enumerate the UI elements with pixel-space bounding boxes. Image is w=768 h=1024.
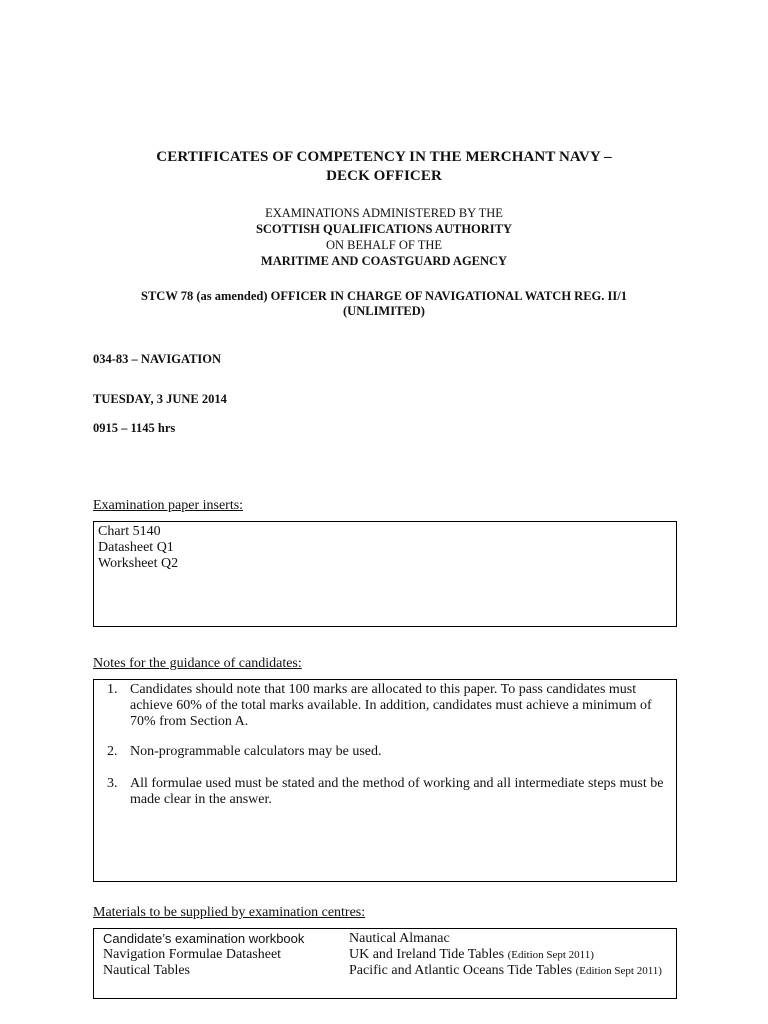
authority-line-2: SCOTTISH QUALIFICATIONS AUTHORITY xyxy=(255,222,513,236)
material-item: Nautical Tables xyxy=(103,963,191,978)
material-item: Navigation Formulae Datasheet xyxy=(103,947,282,962)
authority-line-3: ON BEHALF OF THE xyxy=(325,238,443,252)
materials-label: Materials to be supplied by examination centres: xyxy=(93,905,366,920)
note-line: Candidates should note that 100 marks are allocated to this paper. To pass candidates must xyxy=(130,682,637,697)
note-line: Non-programmable calculators may be used. xyxy=(130,744,382,759)
notes-label: Notes for the guidance of candidates: xyxy=(93,656,302,671)
note-text xyxy=(130,744,673,760)
insert-item: Chart 5140 xyxy=(98,524,161,539)
note-line: All formulae used must be stated and the method of working and all intermediate steps must be xyxy=(130,776,664,791)
paper-code: 034-83 – NAVIGATION xyxy=(93,352,222,366)
page-title xyxy=(0,148,768,186)
material-name: Pacific and Atlantic Oceans Tide Tables xyxy=(349,963,573,978)
title-line-2: DECK OFFICER xyxy=(326,168,442,184)
material-item xyxy=(349,963,662,979)
note-number: 1. xyxy=(107,682,118,697)
title-line-1: CERTIFICATES OF COMPETENCY IN THE MERCHANT NAVY – xyxy=(156,149,612,165)
materials-row xyxy=(103,947,676,963)
edition-note: (Edition Sept 2011) xyxy=(507,949,594,961)
authority-line-4: MARITIME AND COASTGUARD AGENCY xyxy=(260,254,508,268)
insert-item: Worksheet Q2 xyxy=(98,556,179,571)
note-text xyxy=(130,776,673,808)
inserts-label: Examination paper inserts: xyxy=(93,498,244,513)
exam-time: 0915 – 1145 hrs xyxy=(93,421,176,435)
stcw-line-2: (UNLIMITED) xyxy=(343,304,425,318)
note-line: 70% from Section A. xyxy=(130,714,249,729)
note-line: achieve 60% of the total marks available. In addition, candidates must achieve a minimum of xyxy=(130,698,652,713)
exam-date: TUESDAY, 3 JUNE 2014 xyxy=(93,392,227,406)
material-name: UK and Ireland Tide Tables xyxy=(349,947,505,962)
material-item xyxy=(349,931,450,947)
edition-note: (Edition Sept 2011) xyxy=(575,965,662,977)
material-item xyxy=(349,947,594,963)
note-number: 3. xyxy=(107,776,118,791)
materials-box xyxy=(93,928,677,999)
insert-item: Datasheet Q1 xyxy=(98,540,174,555)
note-number: 2. xyxy=(107,744,118,759)
materials-row xyxy=(103,963,676,979)
authority-block xyxy=(0,205,768,269)
note-line: made clear in the answer. xyxy=(130,792,272,807)
stcw-regulation xyxy=(0,289,768,319)
notes-box xyxy=(93,679,677,882)
material-item: Candidate’s examination workbook xyxy=(103,931,305,946)
authority-line-1: EXAMINATIONS ADMINISTERED BY THE xyxy=(265,206,503,220)
material-name: Nautical Almanac xyxy=(349,931,450,946)
inserts-box xyxy=(93,521,677,627)
note-text xyxy=(130,682,673,730)
stcw-line-1: STCW 78 (as amended) OFFICER IN CHARGE OF NAVIGATIONAL WATCH REG. II/1 xyxy=(141,289,627,303)
materials-row xyxy=(103,931,676,947)
